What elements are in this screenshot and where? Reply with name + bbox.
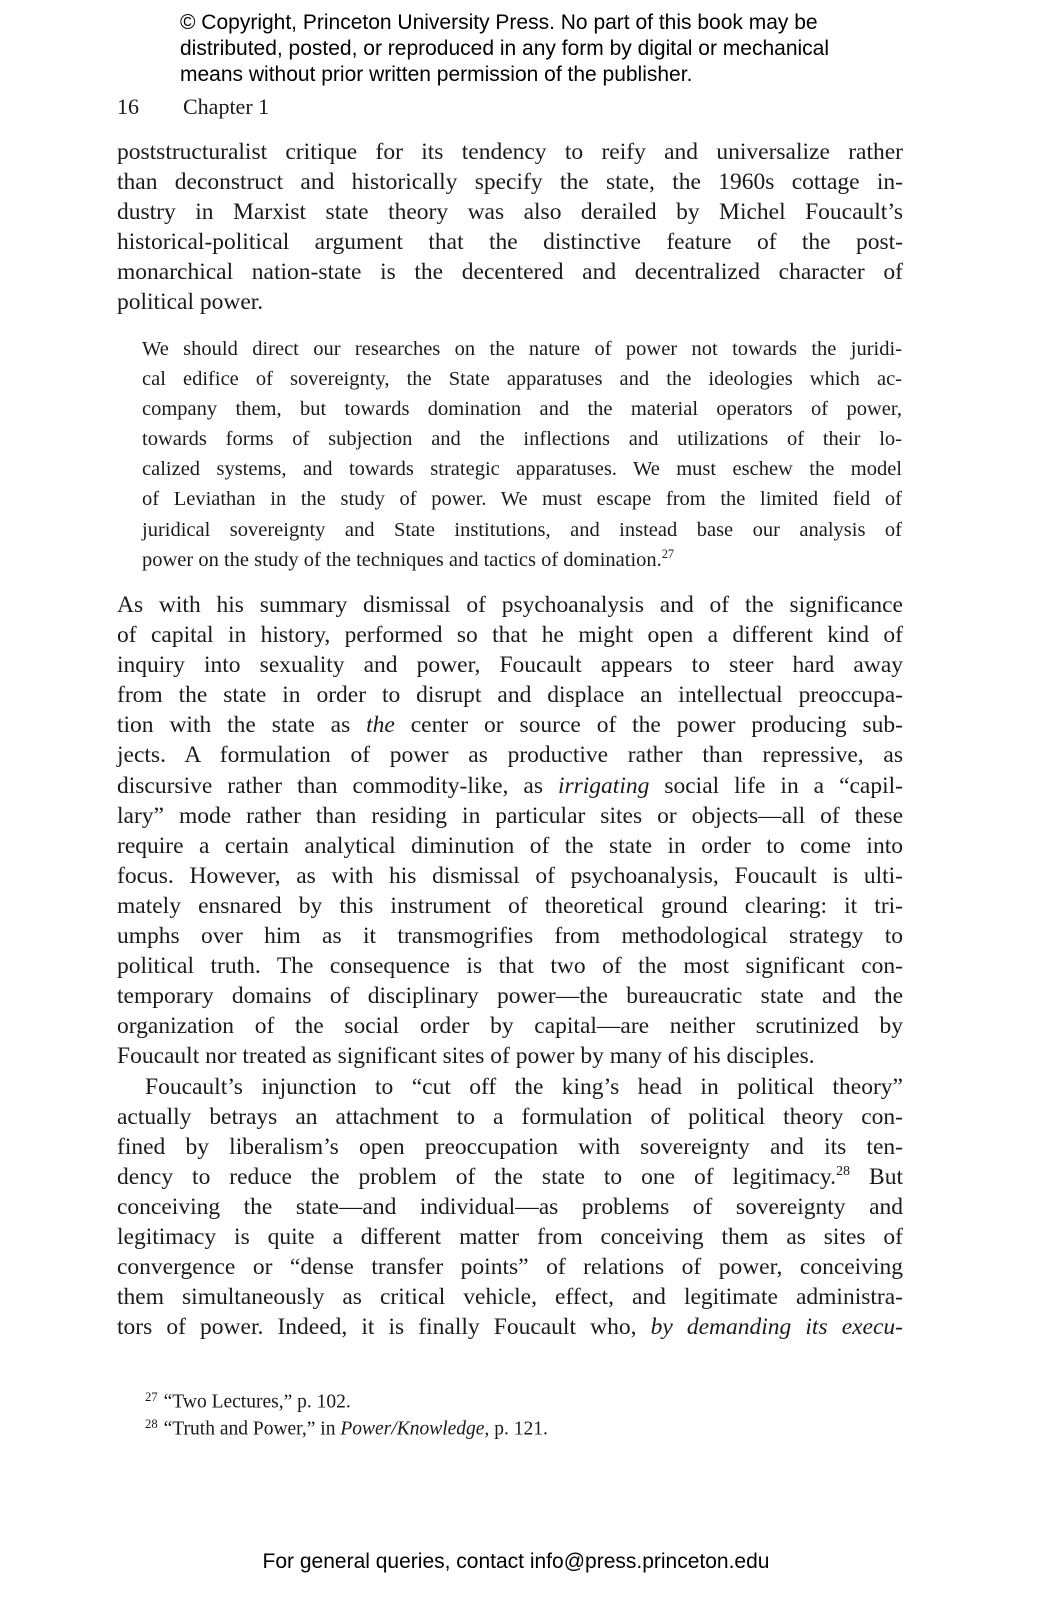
text-line: As with his summary dismissal of psychoanalysis and of the significance: [117, 592, 903, 618]
text-run: tors of power. Indeed, it is finally Foucault who,: [117, 1314, 651, 1341]
copyright-line: © Copyright, Princeton University Press. No part of this book may be: [180, 11, 818, 34]
text-run: center or source of the power producing sub-: [394, 712, 904, 739]
footnote-27: [145, 1384, 845, 1411]
quote-line-text: power on the study of the techniques and tactics of domination.: [142, 548, 662, 571]
quote-line: calized systems, and towards strategic apparatuses. We must eschew the model: [142, 458, 902, 481]
footnote-ref[interactable]: 28: [836, 1162, 851, 1179]
text-line: dustry in Marxist state theory was also derailed by Michel Foucault’s: [117, 199, 903, 226]
chapter-title: Chapter 1: [183, 94, 270, 119]
text-line: poststructuralist critique for its tendency to reify and universalize rather: [117, 139, 903, 165]
text-line: them simultaneously as critical vehicle, effect, and legitimate administra-: [117, 1284, 903, 1311]
text-line: require a certain analytical diminution of the state in order to come into: [117, 832, 903, 859]
text-run: dency to reduce the problem of the state to one of legitimacy.: [117, 1163, 836, 1190]
text-line: Foucault nor treated as significant sites of power by many of his disciples.: [117, 1043, 815, 1070]
text-line: [117, 710, 903, 740]
text-line: lary” mode rather than residing in particular sites or objects—all of these: [117, 802, 903, 829]
emphasis: by demanding its execu-: [650, 1314, 903, 1341]
text-line: actually betrays an attachment to a formulation of political theory con-: [117, 1103, 903, 1130]
text-line: mately ensnared by this instrument of theoretical ground clearing: it tri-: [117, 892, 903, 919]
footnote-number: 28: [145, 1417, 158, 1431]
emphasis: the: [366, 712, 395, 739]
text-line: Foucault’s injunction to “cut off the king’s head in political theory”: [145, 1073, 903, 1100]
text-line: of capital in history, performed so that he might open a different kind of: [117, 622, 903, 649]
text-line: historical-political argument that the distinctive feature of the post-: [117, 229, 903, 256]
text-line: jects. A formulation of power as productive rather than repressive, as: [117, 742, 903, 769]
copyright-line: means without prior written permission of the publisher.: [180, 63, 693, 86]
text-line: than deconstruct and historically specify the state, the 1960s cottage in-: [117, 169, 903, 196]
quote-line: of Leviathan in the study of power. We must escape from the limited field of: [142, 488, 902, 511]
footnote-28: [145, 1411, 845, 1438]
paragraph-2-and-3: [117, 590, 903, 1342]
contact-line: For general queries, contact info@press.princeton.edu: [262, 1550, 770, 1573]
quote-line: company them, but towards domination and the material operators of power,: [142, 398, 902, 421]
text-line: fined by liberalism’s open preoccupation with sovereignty and its ten-: [117, 1133, 903, 1160]
footnotes: [145, 1384, 845, 1438]
copyright-notice: [180, 10, 900, 88]
text-line: conceiving the state—and individual—as problems of sovereignty and: [117, 1193, 903, 1220]
text-line: inquiry into sexuality and power, Foucault appears to steer hard away: [117, 652, 903, 679]
text-run: discursive rather than commodity-like, as: [117, 772, 558, 799]
quote-line: towards forms of subjection and the inflections and utilizations of their lo-: [142, 428, 902, 451]
footnote-text: p. 121.: [489, 1418, 548, 1440]
quote-line: [142, 545, 902, 575]
text-line: focus. However, as with his dismissal of psychoanalysis, Foucault is ulti-: [117, 862, 903, 889]
text-line: political power.: [117, 289, 264, 316]
text-run: But: [850, 1163, 903, 1190]
block-quote: [142, 334, 902, 575]
quote-line: cal edifice of sovereignty, the State apparatuses and the ideologies which ac-: [142, 368, 902, 391]
text-line: monarchical nation-state is the decentered and decentralized character of: [117, 259, 903, 286]
text-line: temporary domains of disciplinary power—the bureaucratic state and the: [117, 983, 903, 1010]
page-number: 16: [117, 94, 139, 119]
text-run: tion with the state as: [117, 712, 367, 739]
text-line: legitimacy is quite a different matter from conceiving them as sites of: [117, 1223, 903, 1250]
copyright-line: distributed, posted, or reproduced in any form by digital or mechanical: [180, 37, 830, 60]
running-head: [117, 93, 269, 121]
text-line: convergence or “dense transfer points” of relations of power, conceiving: [117, 1254, 903, 1281]
footnote-number: 27: [145, 1390, 158, 1404]
text-run: social life in a “capil-: [649, 772, 903, 799]
quote-line: We should direct our researches on the nature of power not towards the juridi-: [142, 338, 902, 360]
text-line: [117, 1312, 903, 1342]
text-line: from the state in order to disrupt and displace an intellectual preoccupa-: [117, 682, 903, 709]
paragraph-1: [117, 137, 903, 318]
text-line: organization of the social order by capital—are neither scrutinized by: [117, 1013, 903, 1040]
footnote-ref[interactable]: 27: [661, 546, 675, 561]
text-line: [117, 771, 903, 801]
text-line: [117, 1162, 903, 1192]
quote-line: juridical sovereignty and State institutions, and instead base our analysis of: [142, 518, 902, 541]
emphasis: irrigating: [557, 772, 650, 799]
text-line: political truth. The consequence is that two of the most significant con-: [117, 953, 903, 980]
footnote-text: “Truth and Power,” in: [163, 1418, 341, 1440]
footnote-title: Power/Knowledge,: [340, 1418, 490, 1440]
footnote-text: “Two Lectures,” p. 102.: [163, 1391, 351, 1413]
text-line: umphs over him as it transmogrifies from methodological strategy to: [117, 923, 903, 950]
